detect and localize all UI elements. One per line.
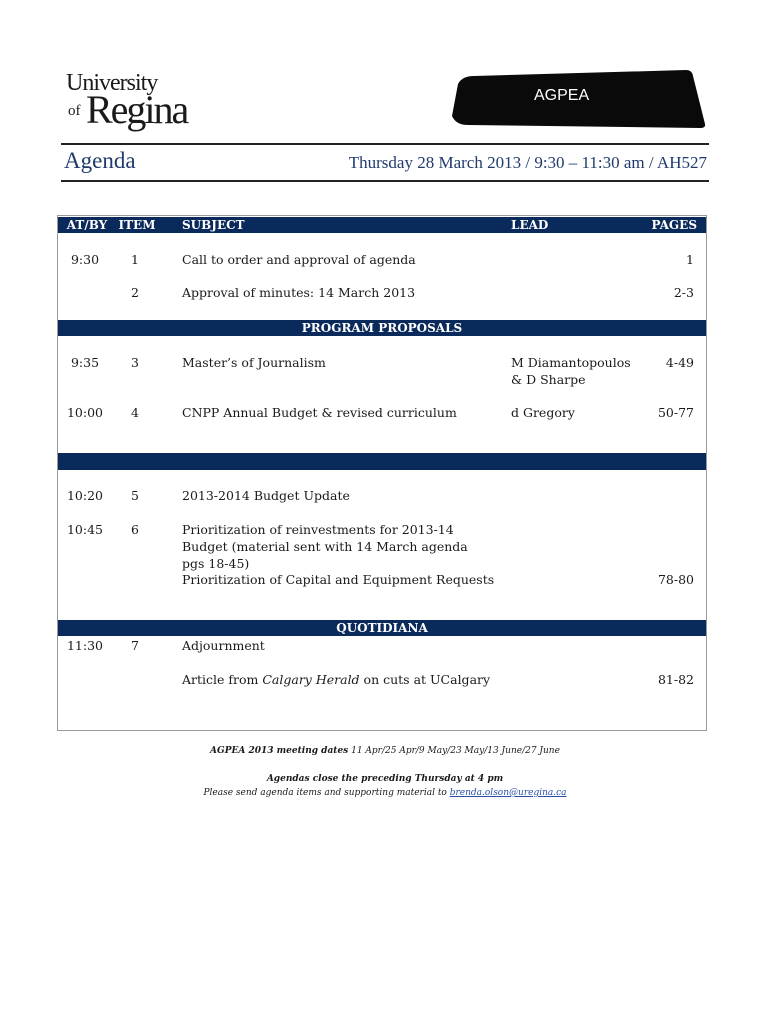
row-3-item: 3 xyxy=(131,355,139,370)
meeting-info: Thursday 28 March 2013 / 9:30 – 11:30 am / AH527 xyxy=(348,153,707,172)
meeting-dates xyxy=(0,746,770,756)
table-header xyxy=(58,217,706,233)
section-quotidiana-label: QUOTIDIANA xyxy=(336,621,428,635)
section-quotidiana xyxy=(58,620,706,636)
meeting-dates-value: 11 Apr/25 Apr/9 May/23 May/13 June/27 June xyxy=(348,746,560,756)
row-5-item: 5 xyxy=(131,488,139,503)
row-8-item: 7 xyxy=(131,638,139,653)
row-9-subject-pre: Article from xyxy=(182,672,263,687)
section-program-proposals xyxy=(58,320,706,336)
logo-regina-text: Regina xyxy=(86,87,188,132)
row-2-item: 2 xyxy=(131,285,139,300)
email-link[interactable]: brenda.olson@uregina.ca xyxy=(449,788,567,798)
row-3-pages: 4-49 xyxy=(665,355,694,370)
row-1-time: 9:30 xyxy=(70,252,100,267)
tab-label: AGPEA xyxy=(534,87,590,104)
row-4-pages: 50-77 xyxy=(657,405,694,420)
row-7-pages: 78-80 xyxy=(657,572,694,587)
row-4-subject: CNPP Annual Budget & revised curriculum xyxy=(182,405,457,420)
row-4-item: 4 xyxy=(131,405,139,420)
row-2-pages: 2-3 xyxy=(673,285,694,300)
row-4-time: 10:00 xyxy=(66,405,104,420)
title-rule xyxy=(61,180,709,182)
col-lead: LEAD xyxy=(511,218,549,232)
row-9-subject xyxy=(182,671,502,688)
row-9-subject-em: Calgary Herald xyxy=(262,672,360,687)
row-9-subject-post: on cuts at UCalgary xyxy=(359,672,491,687)
row-5-time: 10:20 xyxy=(66,488,104,503)
row-1-pages: 1 xyxy=(686,252,694,267)
university-logo xyxy=(64,70,194,132)
col-at-by: AT/BY xyxy=(66,218,108,232)
close-note: Agendas close the preceding Thursday at 4 pm xyxy=(266,774,504,784)
top-rule xyxy=(61,143,709,145)
col-item: ITEM xyxy=(118,218,156,232)
section-blank-band xyxy=(58,453,706,470)
row-7-subject: Prioritization of Capital and Equipment Requests xyxy=(182,572,495,587)
col-subject: SUBJECT xyxy=(182,218,245,232)
row-2-subject: Approval of minutes: 14 March 2013 xyxy=(182,285,416,300)
row-3-time: 9:35 xyxy=(70,355,100,370)
row-8-time: 11:30 xyxy=(66,638,104,653)
row-3-subject: Master’s of Journalism xyxy=(182,355,326,370)
row-8-subject: Adjournment xyxy=(182,638,265,653)
meeting-dates-label: AGPEA 2013 meeting dates xyxy=(210,746,349,756)
row-6-subject: Prioritization of reinvestments for 2013-14 Budget (material sent with 14 March agenda pgs 18-45) xyxy=(182,522,468,571)
row-6-item: 6 xyxy=(131,522,139,537)
page-title: Agenda xyxy=(64,148,136,173)
agpea-tab xyxy=(448,68,708,130)
row-9-pages: 81-82 xyxy=(657,672,694,687)
row-1-subject: Call to order and approval of agenda xyxy=(182,252,416,267)
logo-of-text: of xyxy=(68,103,81,119)
row-5-subject: 2013-2014 Budget Update xyxy=(182,488,350,503)
send-note-text: Please send agenda items and supporting material to xyxy=(203,788,450,798)
row-4-lead: d Gregory xyxy=(511,405,575,420)
row-3-lead: M Diamantopoulos & D Sharpe xyxy=(511,355,631,387)
send-note xyxy=(0,788,770,798)
section-program-label: PROGRAM PROPOSALS xyxy=(301,321,463,335)
col-pages: PAGES xyxy=(651,218,697,232)
row-1-item: 1 xyxy=(131,252,139,267)
logo-university-text: University xyxy=(66,70,158,96)
row-6-time: 10:45 xyxy=(66,522,104,537)
